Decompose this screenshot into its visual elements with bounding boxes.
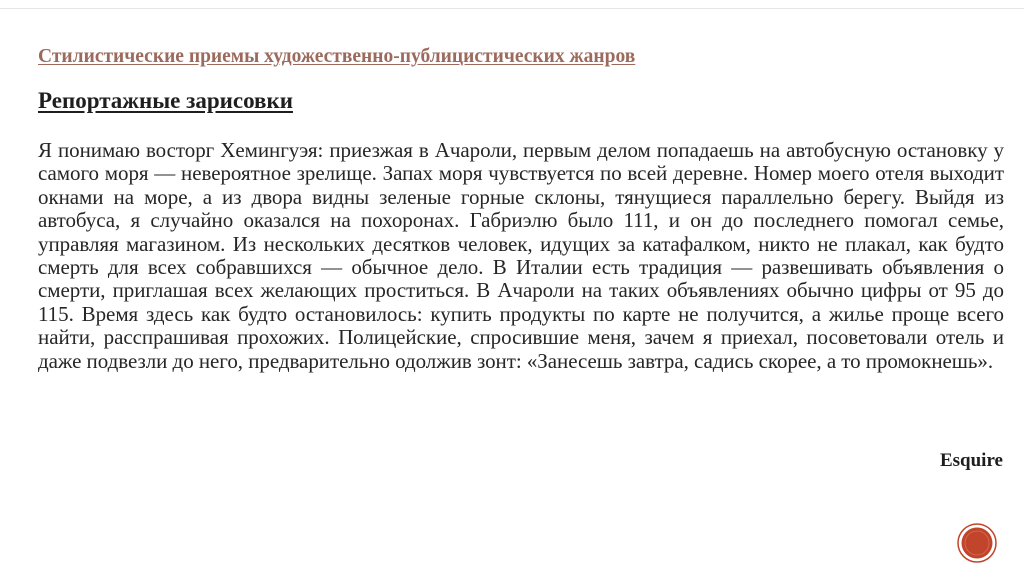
top-divider — [0, 8, 1024, 9]
top-frame — [0, 0, 1024, 24]
source-label: Esquire — [939, 450, 1003, 471]
circle-button-icon — [957, 523, 997, 563]
body-text: Я понимаю восторг Хемингуэя: приезжая в Ачароли, первым делом попадаешь на автобусную остановку у самого моря — невероятное зрелище. Запах моря чувствуется по всей деревне. Номер моего отеля выходит окнами на море, а из двора видны зеленые горные склоны, тянущиеся параллельно берегу. Выйдя из автобуса, я случайно оказался на похоронах. Габриэлю было 111, и он до последнего помогал семье, управляя магазином. Из нескольких десятков человек, идущих за катафалком, никто не плакал, как будто смерть для всех собравшихся — обычное дело. В Италии есть традиция — развешивать объявления о смерти, приглашая всех желающих проститься. В Ачароли на таких объявлениях обычно цифры от 95 до 115. Время здесь как будто остановилось: купить продукты по карте не получится, а жилье проще всего найти, расспрашивая прохожих. Полицейские, спросившие меня, зачем я приехал, посоветовали отель и даже подвезли до него, предварительно одолжив зонт: «Занесешь завтра, садись скорее, а то промокнешь». — [38, 138, 1004, 373]
slide-heading: Репортажные зарисовки — [38, 88, 293, 113]
slide-subject: Стилистические приемы художественно-публицистических жанров — [38, 46, 636, 67]
next-slide-button[interactable] — [957, 523, 997, 563]
